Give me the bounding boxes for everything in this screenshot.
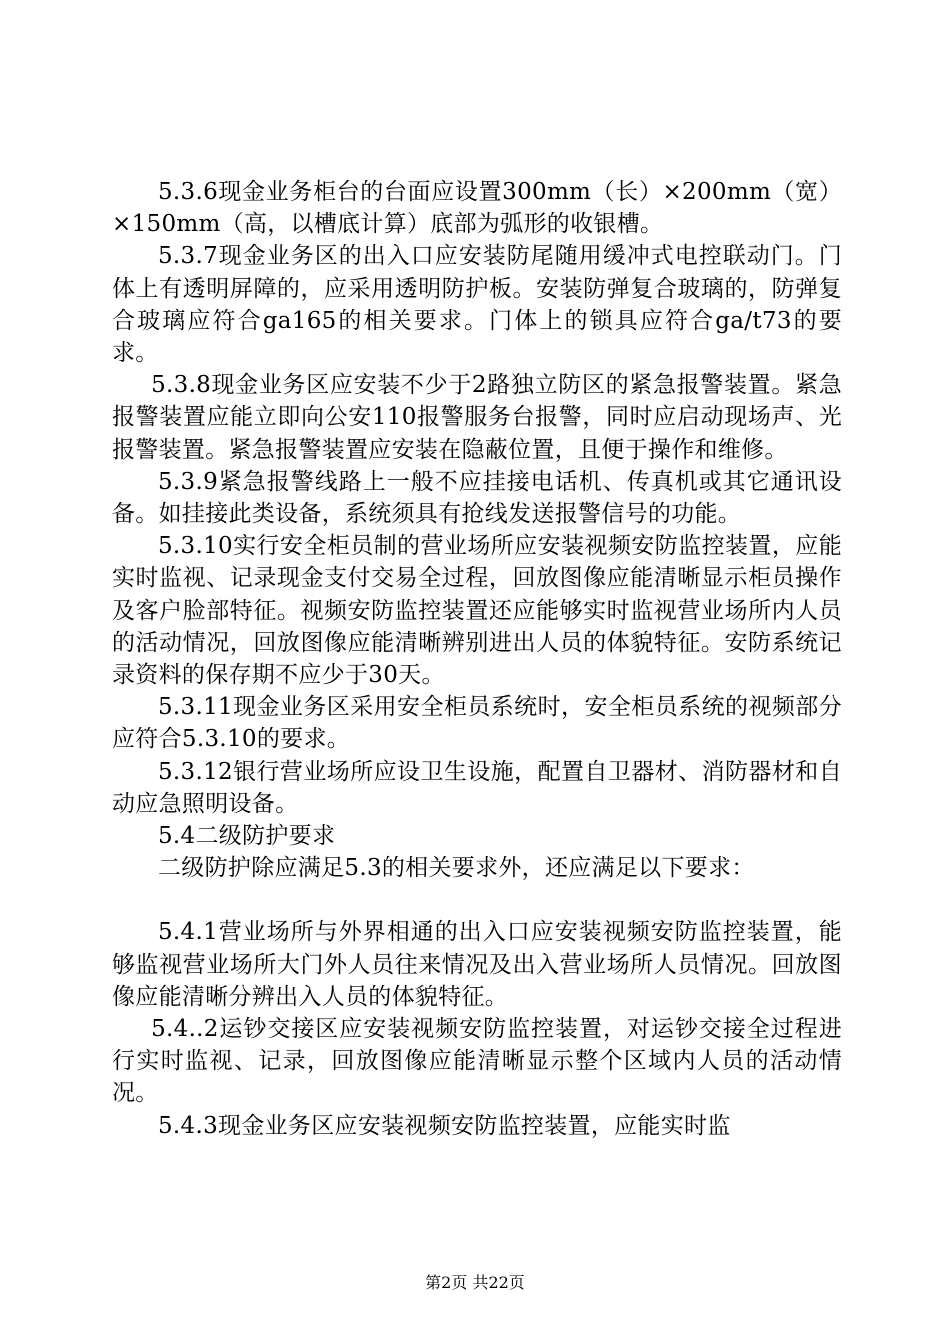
paragraph-5-3-7: 5.3.7现金业务区的出入口应安装防尾随用缓冲式电控联动门。门体上有透明屏障的，应采用透明防护板。安装防弹复合玻璃的，防弹复合玻璃应符合ga165的相关要求。门体上的锁具应符合ga/t73的要求。 [112,243,842,367]
paragraph-5-4-3: 5.4.3现金业务区应安装视频安防监控装置，应能实时监 [158,1112,731,1139]
page-number: 第2页 共22页 [425,1273,525,1292]
section-heading-5-4: 5.4二级防护要求 [158,823,336,850]
page-footer [0,1272,950,1294]
paragraph-5-3-8: 5.3.8现金业务区应安装不少于2路独立防区的紧急报警装置。紧急报警装置应能立即向公安110报警服务台报警，同时应启动现场声、光报警装置。紧急报警装置应安装在隐蔽位置，且便于操作和维修。 [112,372,842,463]
paragraph-5-3-6: 5.3.6现金业务柜台的台面应设置300mm（长）×200mm（宽）×150mm（高，以槽底计算）底部为弧形的收银槽。 [112,179,842,238]
paragraph-5-3-9: 5.3.9紧急报警线路上一般不应挂接电话机、传真机或其它通讯设备。如挂接此类设备，系统须具有抢线发送报警信号的功能。 [112,468,842,528]
paragraph-5-3-11: 5.3.11现金业务区采用安全柜员系统时，安全柜员系统的视频部分应符合5.3.10的要求。 [112,694,842,753]
paragraph-5-3-10: 5.3.10实行安全柜员制的营业场所应安装视频安防监控装置，应能实时监视、记录现金支付交易全过程，回放图像应能清晰显示柜员操作及客户脸部特征。视频安防监控装置还应能够实时监视营业场所内人员的活动情况，回放图像应能清晰辨别进出人员的体貌特征。安防系统记录资料的保存期不应少于30天。 [112,533,842,689]
paragraph-5-4-2: 5.4..2运钞交接区应安装视频安防监控装置，对运钞交接全过程进行实时监视、记录，回放图像应能清晰显示整个区域内人员的活动情况。 [112,1016,842,1107]
paragraph-5-3-12: 5.3.12银行营业场所应设卫生设施，配置自卫器材、消防器材和自动应急照明设备。 [112,758,842,817]
paragraph-5-4-1: 5.4.1营业场所与外界相通的出入口应安装视频安防监控装置，能够监视营业场所大门外人员往来情况及出入营业场所人员情况。回放图像应能清晰分辨出入人员的体貌特征。 [112,919,842,1010]
paragraph-gap [112,884,842,916]
paragraph-5-4-intro: 二级防护除应满足5.3的相关要求外，还应满足以下要求： [158,855,755,882]
document-body [112,176,842,1142]
